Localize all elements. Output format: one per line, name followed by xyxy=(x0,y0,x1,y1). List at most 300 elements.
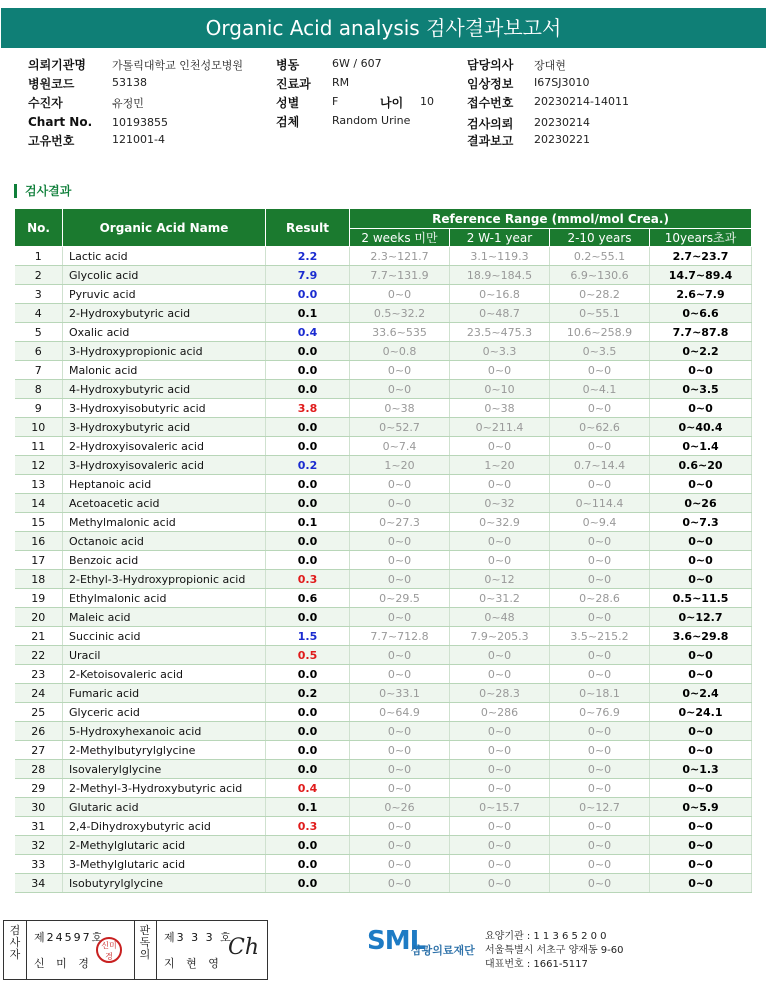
ref-2-10years: 0~28.2 xyxy=(550,285,650,304)
acid-name: Maleic acid xyxy=(63,608,266,627)
ref-2weeks: 0~0 xyxy=(350,722,450,741)
ref-2weeks: 33.6~535 xyxy=(350,323,450,342)
ref-2w-1year: 0~0 xyxy=(450,551,550,570)
report-date-label: 결과보고 xyxy=(467,134,514,148)
row-no: 4 xyxy=(15,304,63,323)
acid-name: 2-Methyl-3-Hydroxybutyric acid xyxy=(63,779,266,798)
table-row xyxy=(15,380,752,399)
ref-2weeks: 0~0 xyxy=(350,817,450,836)
acid-name: 3-Hydroxybutyric acid xyxy=(63,418,266,437)
ref-2-10years: 3.5~215.2 xyxy=(550,627,650,646)
ref-2-10years: 0~9.4 xyxy=(550,513,650,532)
result-value: 0.4 xyxy=(266,323,350,342)
ref-2weeks: 0~0.8 xyxy=(350,342,450,361)
ref-2-10years: 0~0 xyxy=(550,760,650,779)
ref-2weeks: 0~26 xyxy=(350,798,450,817)
row-no: 21 xyxy=(15,627,63,646)
patient-info xyxy=(0,56,767,152)
ref-10years: 7.7~87.8 xyxy=(650,323,752,342)
org-code: 요양기관 : 1 1 3 6 5 2 0 0 xyxy=(485,931,607,942)
ref-2weeks: 0~0 xyxy=(350,646,450,665)
ref-2weeks: 0~27.3 xyxy=(350,513,450,532)
acid-name: Acetoacetic acid xyxy=(63,494,266,513)
ref-2w-1year: 0~0 xyxy=(450,665,550,684)
ref-2-10years: 0~0 xyxy=(550,475,650,494)
acid-name: Ethylmalonic acid xyxy=(63,589,266,608)
doctor-label: 담당의사 xyxy=(467,58,514,72)
table-row xyxy=(15,418,752,437)
ref-10years: 0~0 xyxy=(650,570,752,589)
table-row xyxy=(15,760,752,779)
acid-name: Glycolic acid xyxy=(63,266,266,285)
sex-value: F xyxy=(332,95,339,108)
col-no-header: No. xyxy=(15,209,63,247)
results-body xyxy=(15,247,752,893)
ref-2w-1year: 0~38 xyxy=(450,399,550,418)
table-row xyxy=(15,608,752,627)
ref-2weeks: 0~0 xyxy=(350,361,450,380)
request-date-value: 20230214 xyxy=(534,116,590,129)
table-row xyxy=(15,361,752,380)
ref-10years: 0~40.4 xyxy=(650,418,752,437)
ref-10years: 2.6~7.9 xyxy=(650,285,752,304)
ref-2-10years: 0~0 xyxy=(550,874,650,893)
tester-label: 검사자 xyxy=(9,924,21,961)
ref-2weeks: 0~33.1 xyxy=(350,684,450,703)
hospital-code-value: 53138 xyxy=(112,76,147,89)
sex-label: 성별 xyxy=(276,96,300,110)
section-title: 검사결과 xyxy=(14,184,71,198)
acid-name: 2-Hydroxyisovaleric acid xyxy=(63,437,266,456)
ref-2w-1year: 18.9~184.5 xyxy=(450,266,550,285)
ref-col-header: 2 weeks 미만 xyxy=(350,229,450,247)
ref-2weeks: 0~7.4 xyxy=(350,437,450,456)
ref-2weeks: 0~0 xyxy=(350,741,450,760)
table-row xyxy=(15,665,752,684)
ref-2-10years: 0~0 xyxy=(550,399,650,418)
ref-2-10years: 0~0 xyxy=(550,779,650,798)
seal-stamp: 신미경 xyxy=(96,937,122,963)
acid-name: Octanoic acid xyxy=(63,532,266,551)
acid-name: 2-Methylglutaric acid xyxy=(63,836,266,855)
org-info xyxy=(485,930,624,972)
result-value: 0.0 xyxy=(266,437,350,456)
result-value: 0.0 xyxy=(266,703,350,722)
ref-2weeks: 2.3~121.7 xyxy=(350,247,450,266)
doctor-value: 장대현 xyxy=(534,59,566,72)
ref-2w-1year: 0~0 xyxy=(450,722,550,741)
acid-name: 3-Hydroxyisovaleric acid xyxy=(63,456,266,475)
acid-name: Malonic acid xyxy=(63,361,266,380)
table-row xyxy=(15,684,752,703)
ref-2-10years: 0~28.6 xyxy=(550,589,650,608)
ref-2-10years: 0~12.7 xyxy=(550,798,650,817)
result-value: 0.0 xyxy=(266,475,350,494)
sml-logo: SML xyxy=(367,926,426,956)
row-no: 26 xyxy=(15,722,63,741)
ref-2w-1year: 0~0 xyxy=(450,437,550,456)
table-row xyxy=(15,342,752,361)
ref-10years: 3.6~29.8 xyxy=(650,627,752,646)
row-no: 7 xyxy=(15,361,63,380)
ref-2w-1year: 0~0 xyxy=(450,817,550,836)
result-value: 0.6 xyxy=(266,589,350,608)
ref-col-header: 2-10 years xyxy=(550,229,650,247)
acid-name: Methylmalonic acid xyxy=(63,513,266,532)
ref-2w-1year: 0~3.3 xyxy=(450,342,550,361)
table-row xyxy=(15,247,752,266)
ref-2weeks: 0~0 xyxy=(350,855,450,874)
ref-2weeks: 0~0 xyxy=(350,532,450,551)
ref-2-10years: 0~114.4 xyxy=(550,494,650,513)
ref-2w-1year: 0~0 xyxy=(450,760,550,779)
result-value: 0.0 xyxy=(266,722,350,741)
result-value: 0.0 xyxy=(266,532,350,551)
ref-2w-1year: 0~32.9 xyxy=(450,513,550,532)
result-value: 0.1 xyxy=(266,798,350,817)
acid-name: Glutaric acid xyxy=(63,798,266,817)
specimen-value: Random Urine xyxy=(332,114,411,127)
ref-2-10years: 0~4.1 xyxy=(550,380,650,399)
ref-2weeks: 0~0 xyxy=(350,494,450,513)
ref-2-10years: 0~55.1 xyxy=(550,304,650,323)
table-row xyxy=(15,627,752,646)
ref-10years: 0~0 xyxy=(650,665,752,684)
org-phone: 대표번호 : 1661-5117 xyxy=(485,959,588,970)
table-row xyxy=(15,722,752,741)
ref-2w-1year: 0~12 xyxy=(450,570,550,589)
row-no: 22 xyxy=(15,646,63,665)
col-ref-header: Reference Range (mmol/mol Crea.) xyxy=(350,209,752,229)
ref-2weeks: 0~0 xyxy=(350,665,450,684)
ref-2-10years: 0~0 xyxy=(550,532,650,551)
ref-2weeks: 0~38 xyxy=(350,399,450,418)
row-no: 20 xyxy=(15,608,63,627)
ref-col-header: 10years초과 xyxy=(650,229,752,247)
acid-name: Fumaric acid xyxy=(63,684,266,703)
result-value: 0.0 xyxy=(266,836,350,855)
row-no: 30 xyxy=(15,798,63,817)
ref-2w-1year: 0~211.4 xyxy=(450,418,550,437)
table-row xyxy=(15,323,752,342)
row-no: 34 xyxy=(15,874,63,893)
ref-2weeks: 7.7~712.8 xyxy=(350,627,450,646)
row-no: 23 xyxy=(15,665,63,684)
ref-2w-1year: 0~0 xyxy=(450,779,550,798)
row-no: 1 xyxy=(15,247,63,266)
result-value: 0.3 xyxy=(266,570,350,589)
ref-2-10years: 0~0 xyxy=(550,361,650,380)
table-row xyxy=(15,741,752,760)
result-value: 0.3 xyxy=(266,817,350,836)
reviewer-name: 지 현 영 xyxy=(164,957,223,970)
acid-name: Benzoic acid xyxy=(63,551,266,570)
acid-name: 2-Hydroxybutyric acid xyxy=(63,304,266,323)
ref-10years: 0~24.1 xyxy=(650,703,752,722)
row-no: 11 xyxy=(15,437,63,456)
age-value: 10 xyxy=(420,95,434,108)
ref-10years: 0~0 xyxy=(650,855,752,874)
acid-name: Heptanoic acid xyxy=(63,475,266,494)
row-no: 18 xyxy=(15,570,63,589)
acid-name: 5-Hydroxyhexanoic acid xyxy=(63,722,266,741)
acid-name: 2-Ethyl-3-Hydroxypropionic acid xyxy=(63,570,266,589)
ref-10years: 0~0 xyxy=(650,551,752,570)
ref-10years: 0~0 xyxy=(650,836,752,855)
ref-2w-1year: 3.1~119.3 xyxy=(450,247,550,266)
clinical-label: 임상정보 xyxy=(467,77,514,91)
row-no: 9 xyxy=(15,399,63,418)
ref-2weeks: 0.5~32.2 xyxy=(350,304,450,323)
unique-no-label: 고유번호 xyxy=(28,134,75,148)
ref-2-10years: 0~0 xyxy=(550,570,650,589)
ref-10years: 14.7~89.4 xyxy=(650,266,752,285)
ref-2weeks: 0~64.9 xyxy=(350,703,450,722)
ref-2weeks: 1~20 xyxy=(350,456,450,475)
clinical-value: I67SJ3010 xyxy=(534,76,590,89)
ward-label: 병동 xyxy=(276,58,300,72)
ref-2w-1year: 0~32 xyxy=(450,494,550,513)
ref-2weeks: 0~0 xyxy=(350,779,450,798)
ref-2w-1year: 0~0 xyxy=(450,361,550,380)
ref-2w-1year: 0~28.3 xyxy=(450,684,550,703)
result-value: 0.0 xyxy=(266,608,350,627)
result-value: 3.8 xyxy=(266,399,350,418)
table-row xyxy=(15,703,752,722)
ref-10years: 0~1.3 xyxy=(650,760,752,779)
ref-10years: 0~0 xyxy=(650,741,752,760)
row-no: 2 xyxy=(15,266,63,285)
row-no: 14 xyxy=(15,494,63,513)
result-value: 0.0 xyxy=(266,418,350,437)
ref-2-10years: 0~0 xyxy=(550,722,650,741)
table-row xyxy=(15,437,752,456)
hospital-value: 가톨릭대학교 인천성모병원 xyxy=(112,59,244,72)
ref-2-10years: 0~0 xyxy=(550,741,650,760)
ref-2-10years: 0~18.1 xyxy=(550,684,650,703)
ref-2w-1year: 0~48.7 xyxy=(450,304,550,323)
ref-2weeks: 0~0 xyxy=(350,760,450,779)
row-no: 13 xyxy=(15,475,63,494)
ref-10years: 0~0 xyxy=(650,817,752,836)
table-row xyxy=(15,817,752,836)
acid-name: 3-Hydroxyisobutyric acid xyxy=(63,399,266,418)
ref-10years: 0~0 xyxy=(650,532,752,551)
ref-2w-1year: 0~16.8 xyxy=(450,285,550,304)
row-no: 17 xyxy=(15,551,63,570)
row-no: 24 xyxy=(15,684,63,703)
col-name-header: Organic Acid Name xyxy=(63,209,266,247)
table-row xyxy=(15,836,752,855)
table-row xyxy=(15,532,752,551)
ward-value: 6W / 607 xyxy=(332,57,382,70)
row-no: 32 xyxy=(15,836,63,855)
ref-10years: 0~6.6 xyxy=(650,304,752,323)
row-no: 27 xyxy=(15,741,63,760)
ref-2weeks: 0~0 xyxy=(350,608,450,627)
tester-license: 제24597호 xyxy=(34,931,105,944)
row-no: 3 xyxy=(15,285,63,304)
acid-name: Isovalerylglycine xyxy=(63,760,266,779)
ref-2weeks: 0~0 xyxy=(350,836,450,855)
ref-2weeks: 0~0 xyxy=(350,570,450,589)
table-row xyxy=(15,779,752,798)
ref-2w-1year: 0~15.7 xyxy=(450,798,550,817)
ref-2-10years: 6.9~130.6 xyxy=(550,266,650,285)
ref-2w-1year: 0~10 xyxy=(450,380,550,399)
acid-name: 3-Methylglutaric acid xyxy=(63,855,266,874)
ref-2w-1year: 23.5~475.3 xyxy=(450,323,550,342)
reviewer-license: 제3 3 3 호 xyxy=(164,931,233,944)
acid-name: 2,4-Dihydroxybutyric acid xyxy=(63,817,266,836)
tester-name: 신 미 경 xyxy=(34,957,93,970)
ref-10years: 0~0 xyxy=(650,361,752,380)
row-no: 28 xyxy=(15,760,63,779)
ref-2w-1year: 0~0 xyxy=(450,836,550,855)
acid-name: Lactic acid xyxy=(63,247,266,266)
ref-2-10years: 0~0 xyxy=(550,646,650,665)
ref-2w-1year: 0~0 xyxy=(450,646,550,665)
org-address: 서울특별시 서초구 양재동 9-60 xyxy=(485,945,624,956)
report-title: Organic Acid analysis 검사결과보고서 xyxy=(1,8,766,48)
footer xyxy=(0,912,767,986)
row-no: 8 xyxy=(15,380,63,399)
patient-value: 유정민 xyxy=(112,97,144,110)
org-name: 삼광의료재단 xyxy=(411,944,475,957)
result-value: 0.0 xyxy=(266,741,350,760)
receipt-value: 20230214-14011 xyxy=(534,95,629,108)
age-label: 나이 xyxy=(380,96,404,110)
result-value: 0.0 xyxy=(266,665,350,684)
table-row xyxy=(15,570,752,589)
row-no: 6 xyxy=(15,342,63,361)
ref-2-10years: 0.2~55.1 xyxy=(550,247,650,266)
table-row xyxy=(15,399,752,418)
ref-2-10years: 0~0 xyxy=(550,437,650,456)
result-value: 0.1 xyxy=(266,513,350,532)
ref-2weeks: 0~0 xyxy=(350,551,450,570)
result-value: 7.9 xyxy=(266,266,350,285)
acid-name: Isobutyrylglycine xyxy=(63,874,266,893)
acid-name: Glyceric acid xyxy=(63,703,266,722)
ref-10years: 0~2.2 xyxy=(650,342,752,361)
row-no: 25 xyxy=(15,703,63,722)
result-value: 0.0 xyxy=(266,874,350,893)
ref-10years: 0.6~20 xyxy=(650,456,752,475)
table-row xyxy=(15,304,752,323)
dept-label: 진료과 xyxy=(276,77,311,91)
patient-label: 수진자 xyxy=(28,96,63,110)
result-value: 0.0 xyxy=(266,285,350,304)
result-value: 0.0 xyxy=(266,380,350,399)
ref-2w-1year: 0~0 xyxy=(450,475,550,494)
table-row xyxy=(15,494,752,513)
report-date-value: 20230221 xyxy=(534,133,590,146)
table-row xyxy=(15,646,752,665)
row-no: 10 xyxy=(15,418,63,437)
ref-10years: 0~12.7 xyxy=(650,608,752,627)
ref-2-10years: 0~62.6 xyxy=(550,418,650,437)
row-no: 33 xyxy=(15,855,63,874)
ref-2weeks: 0~0 xyxy=(350,475,450,494)
ref-10years: 0~0 xyxy=(650,722,752,741)
ref-2weeks: 0~0 xyxy=(350,285,450,304)
table-row xyxy=(15,456,752,475)
row-no: 5 xyxy=(15,323,63,342)
result-value: 0.5 xyxy=(266,646,350,665)
ref-10years: 0~3.5 xyxy=(650,380,752,399)
ref-2-10years: 0~0 xyxy=(550,817,650,836)
table-row xyxy=(15,285,752,304)
ref-10years: 0~2.4 xyxy=(650,684,752,703)
ref-2w-1year: 0~0 xyxy=(450,741,550,760)
table-row xyxy=(15,551,752,570)
ref-2-10years: 0~0 xyxy=(550,551,650,570)
receipt-label: 접수번호 xyxy=(467,96,514,110)
result-value: 0.1 xyxy=(266,304,350,323)
table-row xyxy=(15,266,752,285)
reviewer-label: 판독의 xyxy=(139,924,151,961)
acid-name: Pyruvic acid xyxy=(63,285,266,304)
result-value: 0.2 xyxy=(266,684,350,703)
hospital-code-label: 병원코드 xyxy=(28,77,75,91)
ref-2weeks: 0~0 xyxy=(350,874,450,893)
ref-10years: 0~7.3 xyxy=(650,513,752,532)
ref-2-10years: 0.7~14.4 xyxy=(550,456,650,475)
ref-2-10years: 0~76.9 xyxy=(550,703,650,722)
ref-10years: 0~5.9 xyxy=(650,798,752,817)
result-value: 0.2 xyxy=(266,456,350,475)
ref-2w-1year: 7.9~205.3 xyxy=(450,627,550,646)
ref-2-10years: 0~0 xyxy=(550,855,650,874)
ref-2w-1year: 0~0 xyxy=(450,874,550,893)
table-row xyxy=(15,513,752,532)
ref-10years: 0~0 xyxy=(650,779,752,798)
ref-2w-1year: 0~0 xyxy=(450,532,550,551)
ref-2weeks: 0~52.7 xyxy=(350,418,450,437)
result-value: 0.0 xyxy=(266,494,350,513)
row-no: 19 xyxy=(15,589,63,608)
acid-name: 2-Methylbutyrylglycine xyxy=(63,741,266,760)
result-value: 0.0 xyxy=(266,361,350,380)
table-row xyxy=(15,798,752,817)
ref-2weeks: 0~0 xyxy=(350,380,450,399)
signature: Ch xyxy=(228,935,260,960)
result-value: 0.0 xyxy=(266,342,350,361)
col-result-header: Result xyxy=(266,209,350,247)
chart-no-value: 10193855 xyxy=(112,116,168,129)
result-value: 0.0 xyxy=(266,855,350,874)
ref-2-10years: 0~0 xyxy=(550,665,650,684)
ref-10years: 0~0 xyxy=(650,399,752,418)
acid-name: Succinic acid xyxy=(63,627,266,646)
row-no: 31 xyxy=(15,817,63,836)
ref-2-10years: 10.6~258.9 xyxy=(550,323,650,342)
ref-10years: 0~0 xyxy=(650,874,752,893)
ref-10years: 2.7~23.7 xyxy=(650,247,752,266)
table-row xyxy=(15,475,752,494)
acid-name: 4-Hydroxybutyric acid xyxy=(63,380,266,399)
row-no: 16 xyxy=(15,532,63,551)
hospital-label: 의뢰기관명 xyxy=(28,58,86,72)
result-value: 0.0 xyxy=(266,551,350,570)
acid-name: 2-Ketoisovaleric acid xyxy=(63,665,266,684)
unique-no-value: 121001-4 xyxy=(112,133,165,146)
signature-box xyxy=(3,920,268,980)
ref-10years: 0.5~11.5 xyxy=(650,589,752,608)
table-row xyxy=(15,874,752,893)
result-value: 0.0 xyxy=(266,760,350,779)
